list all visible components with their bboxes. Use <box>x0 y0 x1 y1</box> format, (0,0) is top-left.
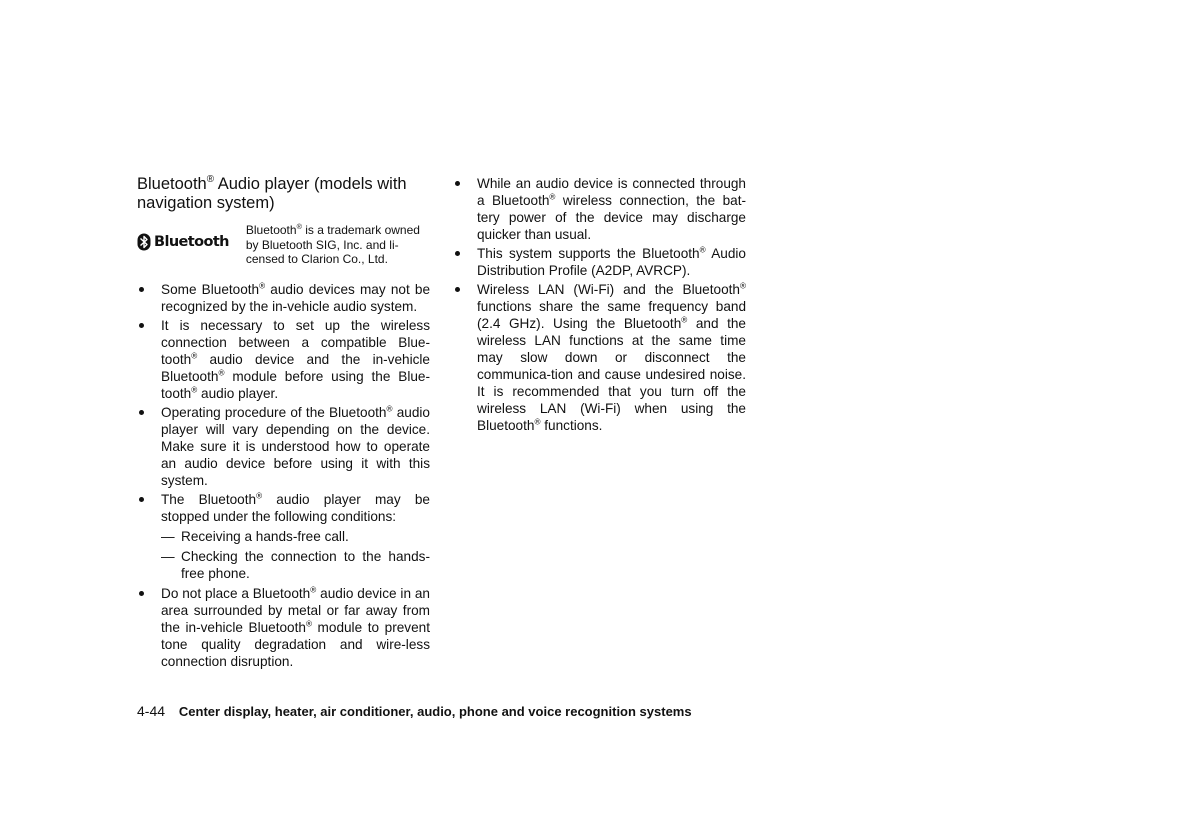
registered-mark: ® <box>218 367 225 377</box>
bullet-text: audio player may be stopped under the following conditions: <box>161 491 430 524</box>
dash-item: — Receiving a hands-free call. <box>161 528 430 545</box>
bullet-text: It is necessary to set up the wireless connection between a compatible Blue-tooth <box>161 317 430 367</box>
bullet-text: audio device and the in-vehicle Bluetooth <box>161 351 430 384</box>
bullet-text: and the wireless LAN functions at the same time may slow down or disconnect the communica-tion and cause undesired noise. It is recommended that you turn off the wireless LAN (Wi-Fi) when using the Bluetooth <box>477 316 746 433</box>
bullet-text: This system supports the Bluetooth <box>477 246 700 261</box>
bullet-text: Wireless LAN (Wi-Fi) and the Bluetooth <box>477 282 740 297</box>
registered-mark: ® <box>549 192 556 202</box>
registered-mark: ® <box>386 403 393 413</box>
bullet-text: audio player will vary depending on the device. Make sure it is understood how to operate an audio device before using it with this system. <box>161 404 430 488</box>
bullet-text: While an audio device is connected through a Bluetooth <box>477 176 746 208</box>
left-column <box>137 175 430 672</box>
bullet-text: functions. <box>540 418 603 433</box>
bullet-text: module before using the Blue-tooth <box>161 368 430 401</box>
registered-mark: ® <box>310 584 317 594</box>
trademark-note-rest: is a trademark owned by Bluetooth SIG, Inc. and li-censed to Clarion Co., Ltd. <box>245 223 420 266</box>
page-number: 4-44 <box>137 703 166 719</box>
trademark-note <box>246 223 430 267</box>
registered-mark: ® <box>206 174 215 186</box>
section-title <box>137 175 430 213</box>
page-footer <box>137 703 692 719</box>
bullet-text: functions share the same frequency band (2.4 GHz). Using the Bluetooth <box>477 299 746 331</box>
bluetooth-logo-text: Bluetooth <box>154 234 229 250</box>
logo-row <box>137 223 430 267</box>
bullet-text: audio device in an area surrounded by metal or far away from the in-vehicle Bluetooth <box>161 585 430 635</box>
bullet-text: Do not place a Bluetooth <box>161 585 311 601</box>
chapter-title: Center display, heater, air conditioner, audio, phone and voice recognition systems <box>178 704 692 719</box>
title-text: Bluetooth <box>137 175 207 193</box>
bullet-item <box>137 404 430 489</box>
registered-mark: ® <box>305 618 312 628</box>
registered-mark: ® <box>681 315 688 325</box>
bullet-text: audio devices may not be recognized by the in-vehicle audio system. <box>161 281 431 314</box>
bullet-item <box>137 317 430 402</box>
bullet-text: wireless connection, the bat-tery power of the device may discharge quicker than usual. <box>477 193 747 242</box>
right-bullet-list <box>453 175 746 434</box>
registered-mark: ® <box>739 281 746 291</box>
left-bullet-list <box>137 281 430 670</box>
bullet-item <box>137 585 430 670</box>
title-text-rest: Audio player (models with navigation system) <box>137 175 407 212</box>
bullet-text: Some Bluetooth <box>161 281 260 297</box>
bullet-item <box>453 281 746 434</box>
dash-item: — Checking the connection to the hands-free phone. <box>161 548 430 582</box>
registered-mark: ® <box>259 280 266 290</box>
registered-mark: ® <box>191 384 198 394</box>
registered-mark: ® <box>296 221 302 231</box>
bluetooth-icon <box>137 233 151 251</box>
bullet-text: audio player. <box>197 385 279 401</box>
registered-mark: ® <box>534 417 541 427</box>
bullet-text: Operating procedure of the Bluetooth <box>161 404 387 420</box>
stop-conditions-list <box>161 528 430 582</box>
registered-mark: ® <box>256 490 263 500</box>
bullet-item <box>453 175 746 243</box>
bullet-text: The Bluetooth <box>161 491 257 507</box>
bullet-text: Audio Distribution Profile (A2DP, AVRCP). <box>477 246 746 278</box>
bluetooth-logo <box>137 223 239 259</box>
registered-mark: ® <box>699 245 706 255</box>
registered-mark: ® <box>191 350 198 360</box>
bullet-text: module to prevent tone quality degradation and wire-less connection disruption. <box>161 619 430 669</box>
right-column <box>453 175 746 436</box>
bullet-item <box>453 245 746 279</box>
trademark-note-text: Bluetooth <box>245 223 297 237</box>
bullet-item <box>137 281 430 315</box>
bullet-item <box>137 491 430 582</box>
